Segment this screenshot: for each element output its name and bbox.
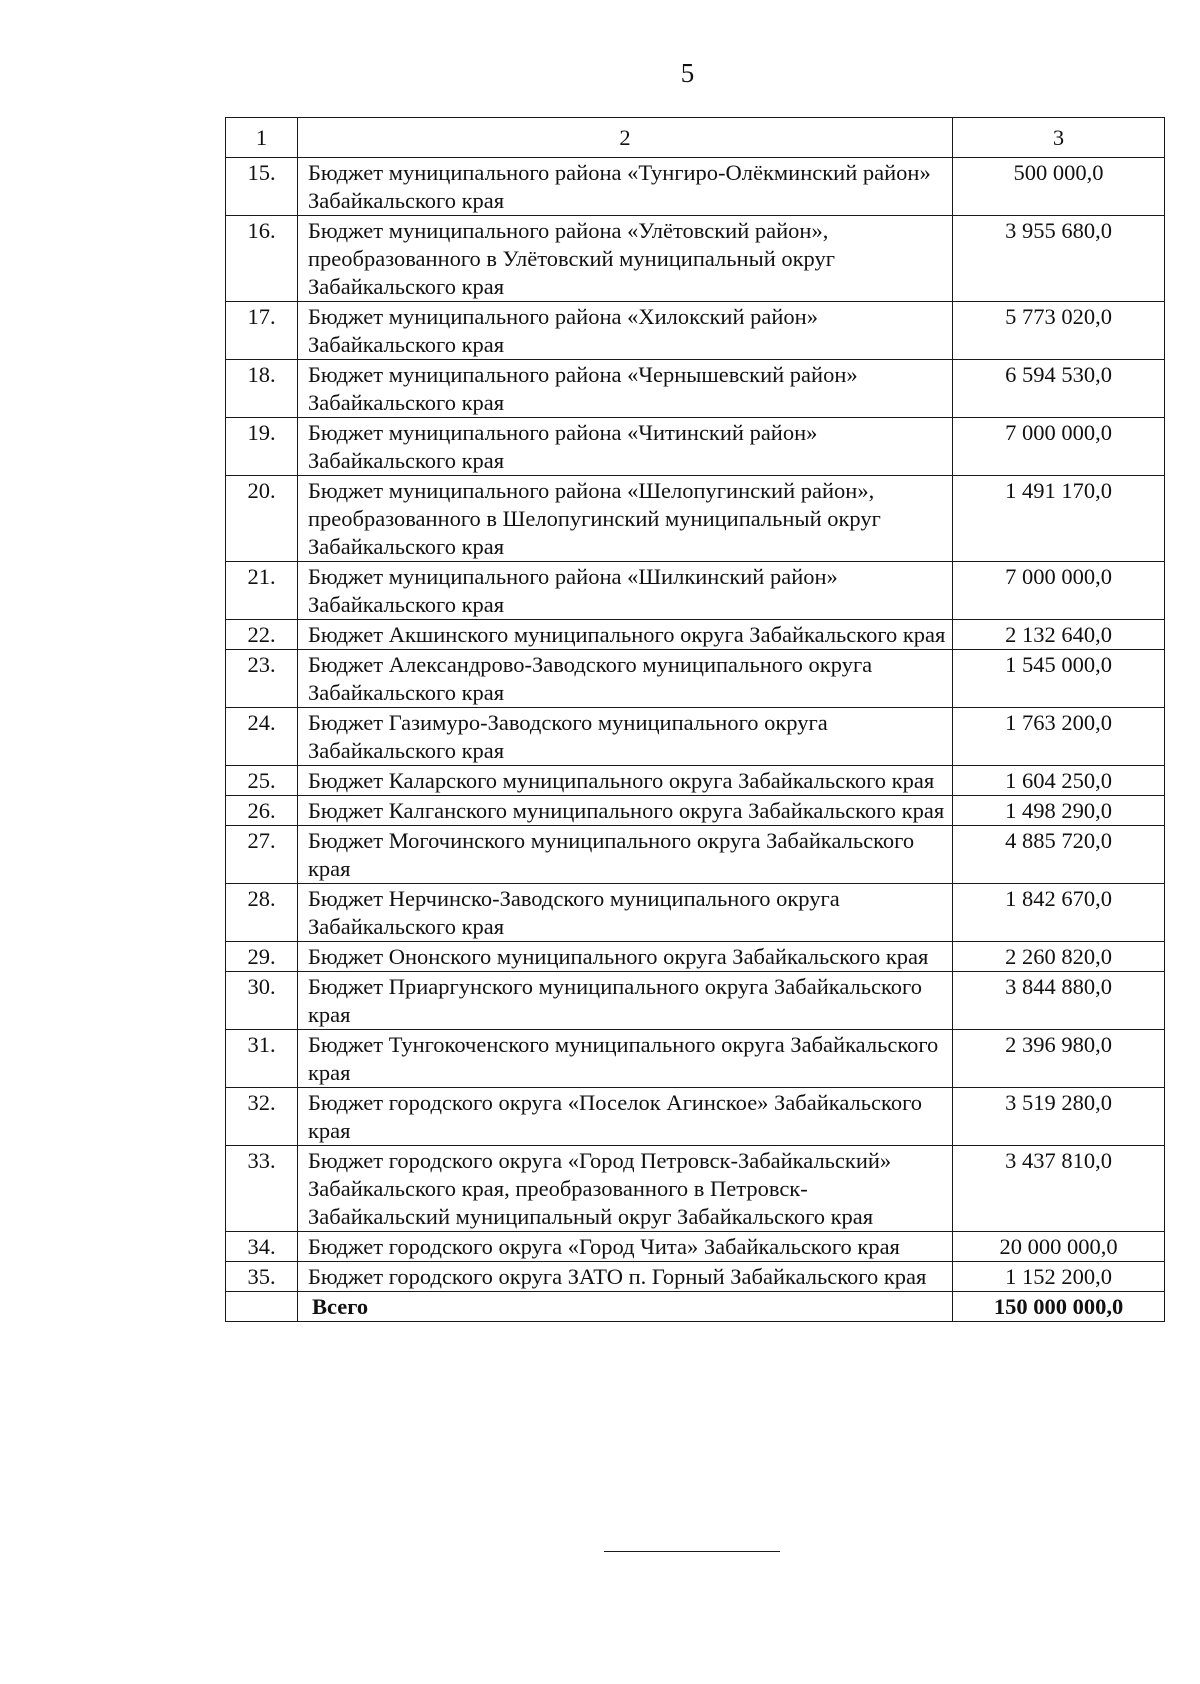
budget-name: Бюджет Ононского муниципального округа Забайкальского края	[298, 942, 953, 972]
budget-name: Бюджет Каларского муниципального округа Забайкальского края	[298, 766, 953, 796]
budget-name: Бюджет муниципального района «Читинский район» Забайкальского края	[298, 418, 953, 476]
row-number: 21.	[226, 562, 298, 620]
table-row	[226, 884, 1165, 942]
row-number: 26.	[226, 796, 298, 826]
table-row	[226, 620, 1165, 650]
budget-amount: 1 498 290,0	[953, 796, 1165, 826]
budget-amount: 2 396 980,0	[953, 1030, 1165, 1088]
table-header-row	[226, 118, 1165, 158]
total-amount: 150 000 000,0	[953, 1292, 1165, 1322]
budget-name: Бюджет Газимуро-Заводского муниципального округа Забайкальского края	[298, 708, 953, 766]
budget-amount: 1 763 200,0	[953, 708, 1165, 766]
budget-amount: 1 491 170,0	[953, 476, 1165, 562]
budget-name: Бюджет Могочинского муниципального округа Забайкальского края	[298, 826, 953, 884]
table-row	[226, 708, 1165, 766]
total-number-cell	[226, 1292, 298, 1322]
table-row	[226, 1146, 1165, 1232]
budget-name: Бюджет городского округа «Город Чита» Забайкальского края	[298, 1232, 953, 1262]
budget-amount: 500 000,0	[953, 158, 1165, 216]
row-number: 25.	[226, 766, 298, 796]
row-number: 27.	[226, 826, 298, 884]
budget-name: Бюджет муниципального района «Чернышевский район» Забайкальского края	[298, 360, 953, 418]
row-number: 23.	[226, 650, 298, 708]
budget-name: Бюджет городского округа «Поселок Агинское» Забайкальского края	[298, 1088, 953, 1146]
table-row	[226, 1088, 1165, 1146]
page-number: 5	[680, 58, 695, 88]
row-number: 19.	[226, 418, 298, 476]
column-header: 3	[953, 118, 1165, 158]
row-number: 22.	[226, 620, 298, 650]
budget-amount: 1 152 200,0	[953, 1262, 1165, 1292]
table-row	[226, 476, 1165, 562]
row-number: 30.	[226, 972, 298, 1030]
row-number: 33.	[226, 1146, 298, 1232]
row-number: 16.	[226, 216, 298, 302]
budget-name: Бюджет муниципального района «Шелопугинский район», преобразованного в Шелопугинский муниципальный округ Забайкальского края	[298, 476, 953, 562]
budget-amount: 3 955 680,0	[953, 216, 1165, 302]
budget-amount: 1 545 000,0	[953, 650, 1165, 708]
budget-name: Бюджет Калганского муниципального округа Забайкальского края	[298, 796, 953, 826]
budget-amount: 3 519 280,0	[953, 1088, 1165, 1146]
table-row	[226, 826, 1165, 884]
row-number: 35.	[226, 1262, 298, 1292]
table-row	[226, 562, 1165, 620]
budget-amount: 7 000 000,0	[953, 562, 1165, 620]
budget-amount: 3 437 810,0	[953, 1146, 1165, 1232]
budget-amount: 7 000 000,0	[953, 418, 1165, 476]
table-row	[226, 1030, 1165, 1088]
row-number: 29.	[226, 942, 298, 972]
table-row	[226, 972, 1165, 1030]
budget-amount: 1 842 670,0	[953, 884, 1165, 942]
budget-amount: 3 844 880,0	[953, 972, 1165, 1030]
budget-name: Бюджет Акшинского муниципального округа Забайкальского края	[298, 620, 953, 650]
row-number: 15.	[226, 158, 298, 216]
total-row	[226, 1292, 1165, 1322]
column-header: 1	[226, 118, 298, 158]
table-row	[226, 942, 1165, 972]
budget-amount: 4 885 720,0	[953, 826, 1165, 884]
row-number: 28.	[226, 884, 298, 942]
budget-amount: 1 604 250,0	[953, 766, 1165, 796]
table-row	[226, 302, 1165, 360]
budget-amount: 2 132 640,0	[953, 620, 1165, 650]
budget-name: Бюджет муниципального района «Тунгиро-Олёкминский район» Забайкальского края	[298, 158, 953, 216]
budget-name: Бюджет городского округа «Город Петровск-Забайкальский» Забайкальского края, преобразованного в Петровск-Забайкальский муниципальный округ Забайкальского края	[298, 1146, 953, 1232]
row-number: 32.	[226, 1088, 298, 1146]
table-row	[226, 1262, 1165, 1292]
budget-amount: 6 594 530,0	[953, 360, 1165, 418]
column-header: 2	[298, 118, 953, 158]
row-number: 34.	[226, 1232, 298, 1262]
end-of-document-rule	[604, 1551, 780, 1552]
table-row	[226, 1232, 1165, 1262]
row-number: 24.	[226, 708, 298, 766]
table-row	[226, 796, 1165, 826]
budget-allocation-table	[225, 117, 1165, 1322]
table-row	[226, 650, 1165, 708]
table-row	[226, 418, 1165, 476]
budget-name: Бюджет Приаргунского муниципального округа Забайкальского края	[298, 972, 953, 1030]
table-row	[226, 216, 1165, 302]
row-number: 31.	[226, 1030, 298, 1088]
total-label: Всего	[298, 1292, 953, 1322]
budget-name: Бюджет муниципального района «Шилкинский район» Забайкальского края	[298, 562, 953, 620]
budget-name: Бюджет Александрово-Заводского муниципального округа Забайкальского края	[298, 650, 953, 708]
table-row	[226, 360, 1165, 418]
budget-name: Бюджет Нерчинско-Заводского муниципального округа Забайкальского края	[298, 884, 953, 942]
row-number: 18.	[226, 360, 298, 418]
budget-name: Бюджет муниципального района «Хилокский район» Забайкальского края	[298, 302, 953, 360]
budget-amount: 20 000 000,0	[953, 1232, 1165, 1262]
table-row	[226, 766, 1165, 796]
row-number: 20.	[226, 476, 298, 562]
row-number: 17.	[226, 302, 298, 360]
budget-name: Бюджет городского округа ЗАТО п. Горный Забайкальского края	[298, 1262, 953, 1292]
budget-name: Бюджет муниципального района «Улётовский район», преобразованного в Улётовский муниципальный округ Забайкальского края	[298, 216, 953, 302]
budget-amount: 5 773 020,0	[953, 302, 1165, 360]
table-row	[226, 158, 1165, 216]
budget-amount: 2 260 820,0	[953, 942, 1165, 972]
budget-name: Бюджет Тунгокоченского муниципального округа Забайкальского края	[298, 1030, 953, 1088]
